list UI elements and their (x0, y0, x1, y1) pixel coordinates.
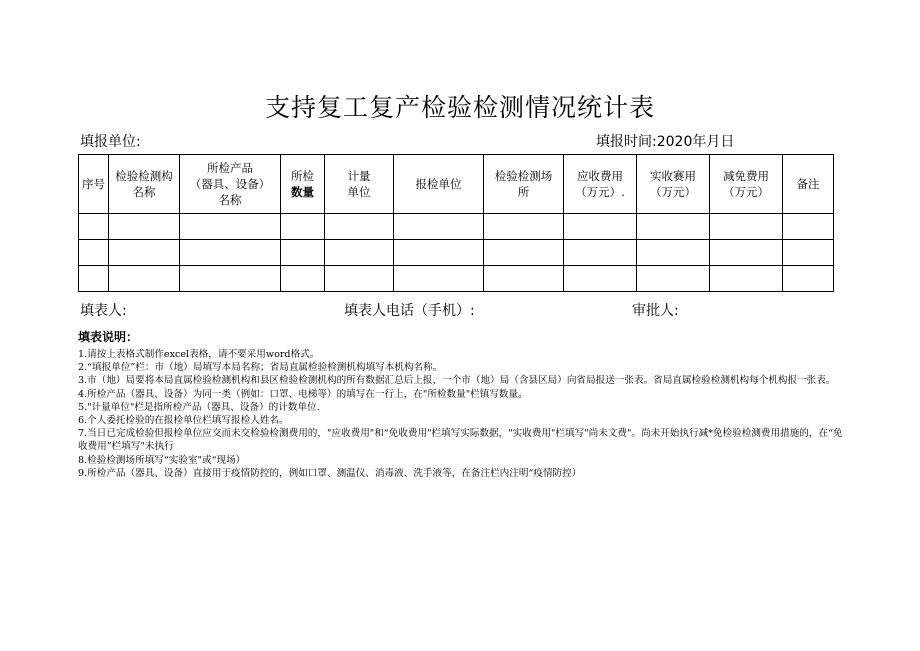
table-cell[interactable] (564, 240, 637, 266)
table-cell[interactable] (484, 266, 564, 292)
table-cell[interactable] (637, 266, 710, 292)
table-cell[interactable] (710, 266, 783, 292)
instruction-line: 4.所检产品（器具、设备）为同一类（例如：口罩、电梯等）的填写在一行上，在"所检数量"栏镇写数量。 (78, 388, 528, 400)
header-cell: 所检产品 （器具、设备） 名称 (180, 155, 281, 214)
table-cell[interactable] (281, 240, 325, 266)
instruction-line: 2.“填报单位”栏：市（地）局填写本局名称；省局直属检验检测机构填写本机构名称。 (78, 362, 443, 374)
table-row (79, 266, 834, 292)
table-cell[interactable] (394, 266, 484, 292)
approver-label: 审批人: (632, 303, 679, 319)
table-cell[interactable] (564, 214, 637, 240)
table-cell[interactable] (281, 266, 325, 292)
table-cell[interactable] (564, 266, 637, 292)
instructions-title: 填表说明： (78, 330, 139, 344)
table-cell[interactable] (180, 214, 281, 240)
table-cell[interactable] (783, 266, 834, 292)
table-row (79, 214, 834, 240)
table-cell[interactable] (109, 240, 180, 266)
table-cell[interactable] (109, 266, 180, 292)
table-cell[interactable] (710, 214, 783, 240)
instruction-line: 1.请按上表格式制作excel表格，请不要采用word格式。 (78, 349, 320, 360)
instruction-line: 7.当日已完成检验但报检单位应交而未交检验检测费用的，"应收费用"和“免收费用"栏填写实际数据，"实收费用"栏填写"尚未文费"。尚未开始执行减*免检验检测费用措施的，在“免收费用”栏填写"未执行 (78, 428, 843, 453)
instruction-line: 8.检验检测场所填写“实验室"或“现场） (78, 454, 246, 466)
table-cell[interactable] (484, 240, 564, 266)
report-unit-label: 填报单位: (80, 134, 141, 150)
table-cell[interactable] (281, 214, 325, 240)
table-cell[interactable] (325, 214, 394, 240)
page-title: 支持复工复产检验检测情况统计表 (264, 93, 655, 122)
header-cell: 减免费用 （万元） (710, 155, 783, 214)
header-cell: 序号 (79, 155, 109, 214)
header-cell: 报检单位 (394, 155, 484, 214)
table-cell[interactable] (783, 214, 834, 240)
header-cell: 实收赛用 （万元） (637, 155, 710, 214)
header-cell: 检验检测场 所 (484, 155, 564, 214)
table-cell[interactable] (394, 240, 484, 266)
table-cell[interactable] (394, 214, 484, 240)
table-header-row (79, 155, 834, 214)
filler-label: 填表人: (80, 303, 127, 319)
table-cell[interactable] (79, 240, 109, 266)
header-cell: 计量 单位 (325, 155, 394, 214)
table-cell[interactable] (79, 214, 109, 240)
report-time-label: 填报时间:2020年月日 (596, 134, 735, 150)
header-cell: 所检 数量 (281, 155, 325, 214)
table-cell[interactable] (637, 214, 710, 240)
table-cell[interactable] (180, 266, 281, 292)
table-cell[interactable] (637, 240, 710, 266)
table-cell[interactable] (325, 266, 394, 292)
table-cell[interactable] (79, 266, 109, 292)
table-cell[interactable] (484, 214, 564, 240)
header-cell: 备注 (783, 155, 834, 214)
table-cell[interactable] (180, 240, 281, 266)
table-cell[interactable] (783, 240, 834, 266)
statistics-table (78, 154, 834, 292)
table-row (79, 240, 834, 266)
instruction-line: 3.市（地）局要将本局直属检验检测机构和县区检验检测机构的所有数据汇总后上报，一个市（地）局（含县区局）向省局报送一张表。省局直属检验检测机构每个机构报一张表。 (78, 375, 836, 387)
instruction-line: 5."计量单位"栏是指所检产品（器具、设备）的计数单位. (78, 401, 320, 413)
table-cell[interactable] (710, 240, 783, 266)
header-cell: 应收费用 （万元）. (564, 155, 637, 214)
instruction-line: 9.所检产品（器具、设备）直接用于疫情防控的，例如口罩、测温仪、消毒液、洗手液等，在备注栏内注明“疫情防控） (78, 467, 582, 479)
table-cell[interactable] (325, 240, 394, 266)
table-cell[interactable] (109, 214, 180, 240)
filler-phone-label: 填表人电话（手机）: (344, 303, 475, 319)
instruction-line: 6.个人委托检验的在报检单位栏填写报检人姓名。 (78, 415, 289, 427)
instructions-section (78, 328, 848, 480)
header-cell: 检验检测构 名称 (109, 155, 180, 214)
